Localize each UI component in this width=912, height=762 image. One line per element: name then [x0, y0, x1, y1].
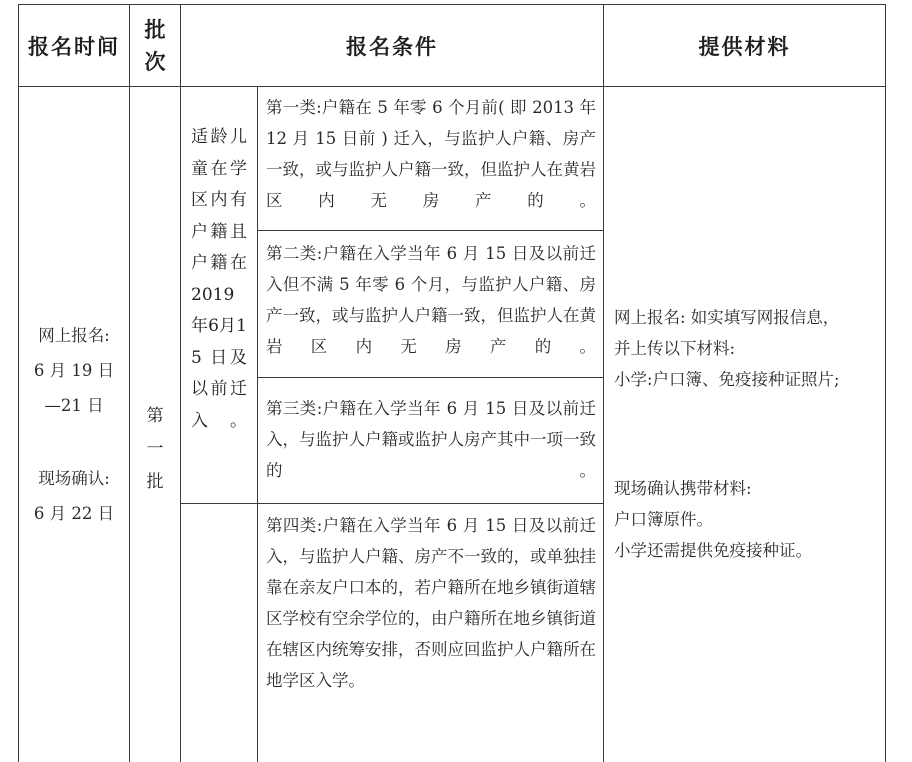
category-1-bottom-border — [257, 230, 603, 231]
category-3-bottom-border — [257, 503, 603, 504]
materials-onsite-3: 小学还需提供免疫接种证。 — [614, 541, 812, 560]
header-batch-label: 批次 — [144, 17, 166, 74]
onsite-confirmation-label: 现场确认: — [38, 469, 110, 488]
materials-online-3: 小学:户口簿、免疫接种证照片; — [614, 370, 840, 389]
online-registration-dates-2: —21 日 — [44, 396, 104, 415]
header-bottom-border — [18, 86, 886, 87]
batch-cell — [130, 400, 180, 499]
eligibility-bottom-border — [180, 503, 257, 504]
materials-cell — [614, 302, 882, 566]
conditions-materials-divider — [603, 4, 604, 762]
materials-onsite-1: 现场确认携带材料: — [614, 479, 752, 498]
category-1-cell — [266, 92, 596, 216]
category-3-text: 第三类:户籍在入学当年 6 月 15 日及以前迁入，与监护人户籍或监护人房产其中一项一致的。 — [266, 399, 596, 480]
category-4-text: 第四类:户籍在入学当年 6 月 15 日及以前迁入，与监护人户籍、房产不一致的，或单独挂靠在亲友户口本的，若户籍所在地乡镇街道辖区学校有空余学位的，由户籍所在地乡镇街道在辖区内统筹安排，否则应回监护人户籍所在地学区入学。 — [266, 516, 596, 690]
online-registration-label: 网上报名: — [38, 326, 110, 345]
category-2-bottom-border — [257, 377, 603, 378]
materials-online-1: 网上报名: 如实填写网报信息， — [614, 308, 840, 327]
header-materials-label: 提供材料 — [698, 34, 791, 59]
header-conditions — [181, 5, 603, 86]
header-batch — [130, 5, 180, 86]
category-4-cell — [266, 510, 596, 696]
online-registration-dates-1: 6 月 19 日 — [33, 361, 115, 380]
eligibility-cell — [181, 122, 257, 437]
materials-onsite-2: 户口簿原件。 — [614, 510, 713, 529]
onsite-confirmation-date: 6 月 22 日 — [33, 504, 115, 523]
category-1-text: 第一类:户籍在 5 年零 6 个月前( 即 2013 年 12 月 15 日前 ) 迁入，与监护人户籍、房产一致，或与监护人户籍一致，但监护人在黄岩区内无房产的。 — [266, 98, 596, 210]
category-2-text: 第二类:户籍在入学当年 6 月 15 日及以前迁入但不满 5 年零 6 个月，与监护人户籍、房产一致，或与监护人户籍一致，但监护人在黄岩区内无房产的。 — [266, 244, 596, 356]
eligibility-text: 适龄儿童在学区内有户籍且户籍在2019年6月15 日及以前迁入。 — [191, 127, 247, 431]
materials-online-2: 并上传以下材料: — [614, 339, 736, 358]
header-materials — [604, 5, 885, 86]
registration-time-cell — [19, 318, 129, 531]
eligibility-category-divider — [257, 86, 258, 762]
category-3-cell — [266, 393, 596, 486]
header-time-label: 报名时间 — [28, 34, 120, 59]
header-conditions-label: 报名条件 — [346, 34, 438, 59]
category-2-cell — [266, 238, 596, 362]
header-registration-time — [19, 5, 129, 86]
batch-name: 第一批 — [146, 406, 164, 492]
table-right-border — [885, 4, 886, 762]
time-batch-divider — [129, 4, 130, 762]
